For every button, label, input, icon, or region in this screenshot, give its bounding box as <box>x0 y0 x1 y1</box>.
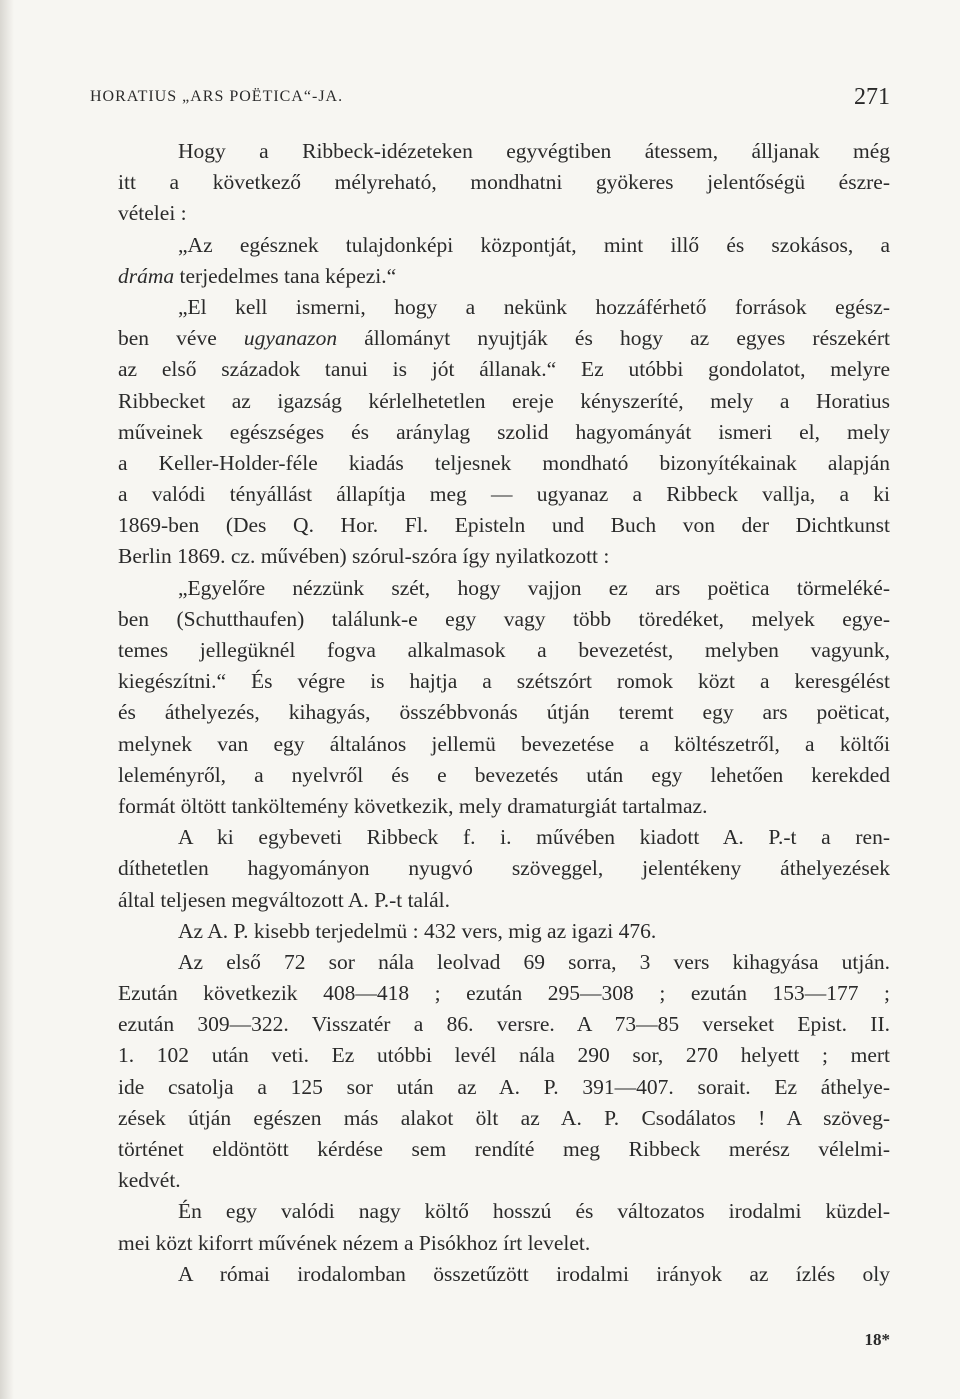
text-line: műveinek egészséges és aránylag szolid hagyományát ismeri el, mely <box>118 419 890 444</box>
text-line: kedvét. <box>118 1168 181 1193</box>
text-line <box>118 323 890 354</box>
running-title: HORATIUS „ARS POËTICA“-JA. <box>90 88 344 105</box>
text-line: és áthelyezés, kihagyás, összébbvonás útján teremt egy ars poëticat, <box>118 700 890 725</box>
text-line: Én egy valódi nagy költő hosszú és változatos irodalmi küzdel- <box>178 1199 890 1224</box>
text-line: temes jellegüknél fogva alkalmasok a bevezetést, melyben vagyunk, <box>118 638 890 662</box>
text-line: 1. 102 után veti. Ez utóbbi levél nála 290 sor, 270 helyett ; mert <box>118 1043 890 1068</box>
text-line: „Egyelőre nézzünk szét, hogy vajjon ez ars poëtica törmeléké- <box>178 575 890 600</box>
text-line: A római irodalomban összetűzött irodalmi irányok az ízlés oly <box>178 1261 890 1286</box>
text-line: ezután 309—322. Visszatér a 86. versre. A 73—85 verseket Epist. II. <box>118 1012 890 1037</box>
text-line: az első századok tanui is jót állanak.“ Ez utóbbi gondolatot, melyre <box>118 357 890 382</box>
text-line: vételei : <box>118 201 187 226</box>
italic-emphasis: ugyanazon <box>243 326 338 351</box>
text-line: zések útján egészen más alakot ölt az A. P. Csodálatos ! A szöveg- <box>118 1105 890 1130</box>
text-line: által teljesen megváltozott A. P.-t talál. <box>118 887 450 912</box>
body-text <box>118 136 890 1290</box>
text-line: Az A. P. kisebb terjedelmü : 432 vers, mig az igazi 476. <box>178 918 657 943</box>
text-line: díthetetlen hagyományon nyugvó szöveggel, jelentékeny áthelyezések <box>118 856 890 881</box>
text-line <box>118 261 890 292</box>
text-line: formát öltött tanköltemény következik, mely dramaturgiát tartalmaz. <box>118 793 708 818</box>
text-line: Berlin 1869. cz. művében) szórul-szóra így nyilatkozott : <box>118 544 610 569</box>
text-line-part: állományt nyujtják és hogy az egyes részekért <box>337 326 890 351</box>
text-line: „El kell ismerni, hogy a nekünk hozzáférhető források egész- <box>178 294 890 319</box>
page-binding-shadow <box>0 0 14 1399</box>
text-line: mei közt kiforrt művének nézem a Pisókhoz írt levelet. <box>118 1230 591 1255</box>
text-line: itt a következő mélyreható, mondhatni gyökeres jelentőségü észre- <box>118 170 890 195</box>
text-line: a valódi tényállást állapítja meg — ugyanaz a Ribbeck vallja, a ki <box>118 482 890 507</box>
text-line: ide csatolja a 125 sor után az A. P. 391—407. sorait. Ez áthelye- <box>118 1074 890 1099</box>
signature-mark: 18* <box>864 1330 890 1349</box>
text-line-part: terjedelmes tana képezi.“ <box>174 263 397 288</box>
text-line: A ki egybeveti Ribbeck f. i. művében kiadott A. P.-t a ren- <box>178 825 890 850</box>
running-header <box>90 84 890 114</box>
italic-emphasis: dráma <box>118 263 175 288</box>
text-line: a Keller-Holder-féle kiadás teljesnek mondható bizonyítékainak alapján <box>118 450 890 475</box>
text-line: melynek van egy általános jellemü bevezetése a költészetről, a költői <box>118 731 890 756</box>
text-line: történet eldöntött kérdése sem rendíté meg Ribbeck merész vélelmi- <box>118 1137 890 1161</box>
text-line-part: ben véve <box>118 326 244 351</box>
text-line: Ribbecket az igazság kérlelhetetlen ereje kényszeríté, mely a Horatius <box>118 388 890 413</box>
text-line: kiegészítni.“ És végre is hajtja a szétszórt romok közt a keresgélést <box>118 669 890 694</box>
text-line: Ezután következik 408—418 ; ezután 295—308 ; ezután 153—177 ; <box>118 981 890 1006</box>
text-line: ben (Schutthaufen) találunk-e egy vagy több töredéket, melyek egye- <box>118 606 890 631</box>
text-line: Hogy a Ribbeck-idézeteken egyvégtiben átessem, álljanak még <box>178 139 890 163</box>
text-line: Az első 72 sor nála leolvad 69 sorra, 3 vers kihagyása utján. <box>178 949 890 974</box>
text-line: leleményről, a nyelvről és e bevezetés után egy lehetően kerekded <box>118 762 890 787</box>
text-line: „Az egésznek tulajdonképi központját, mint illő és szokásos, a <box>178 232 890 257</box>
page-number: 271 <box>854 84 890 110</box>
text-line: 1869-ben (Des Q. Hor. Fl. Episteln und Buch von der Dichtkunst <box>118 513 890 538</box>
